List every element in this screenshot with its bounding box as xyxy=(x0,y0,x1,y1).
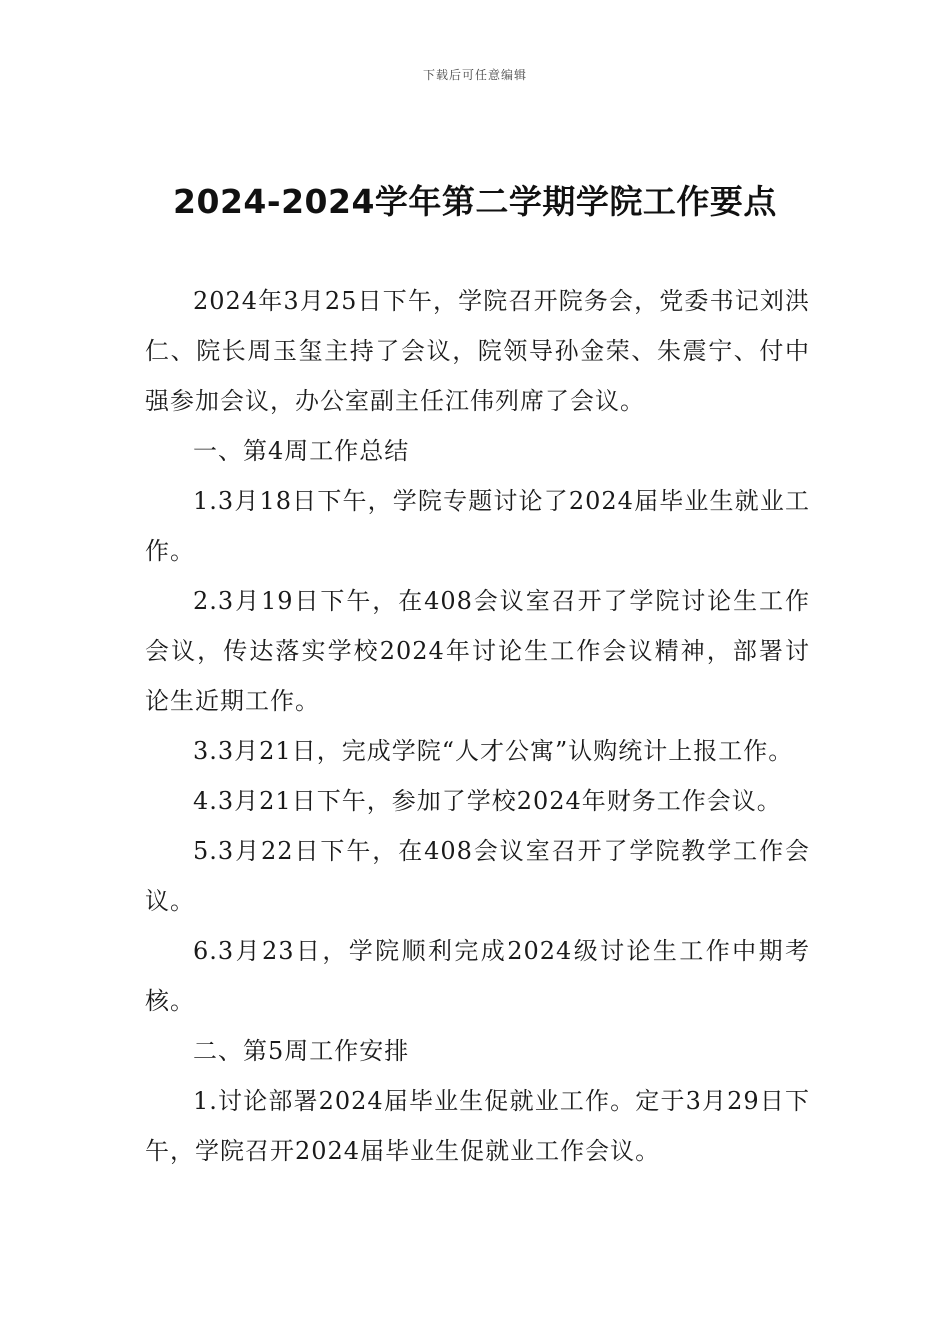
document-title: 2024-2024学年第二学期学院工作要点 xyxy=(173,182,777,221)
list-item: 5.3月22日下午，在408会议室召开了学院教学工作会议。 xyxy=(145,837,810,915)
section-heading-week5-plan: 二、第5周工作安排 xyxy=(193,1037,410,1065)
list-item: 1.3月18日下午，学院专题讨论了2024届毕业生就业工作。 xyxy=(145,487,810,565)
list-item: 4.3月21日下午，参加了学校2024年财务工作会议。 xyxy=(193,787,782,815)
document-body xyxy=(145,276,810,1176)
list-item: 1.讨论部署2024届毕业生促就业工作。定于3月29日下午，学院召开2024届毕业生促就业工作会议。 xyxy=(145,1087,810,1165)
header-note: 下载后可任意编辑 xyxy=(422,68,527,82)
paragraph-meeting-intro: 2024年3月25日下午，学院召开院务会，党委书记刘洪仁、院长周玉玺主持了会议，院领导孙金荣、朱震宁、付中强参加会议，办公室副主任江伟列席了会议。 xyxy=(145,287,810,415)
list-item: 6.3月23日，学院顺利完成2024级讨论生工作中期考核。 xyxy=(145,937,810,1015)
list-item: 2.3月19日下午，在408会议室召开了学院讨论生工作会议，传达落实学校2024年讨论生工作会议精神，部署讨论生近期工作。 xyxy=(145,587,810,715)
section-heading-week4-summary: 一、第4周工作总结 xyxy=(193,437,410,465)
list-item: 3.3月21日，完成学院“人才公寓”认购统计上报工作。 xyxy=(193,737,794,765)
